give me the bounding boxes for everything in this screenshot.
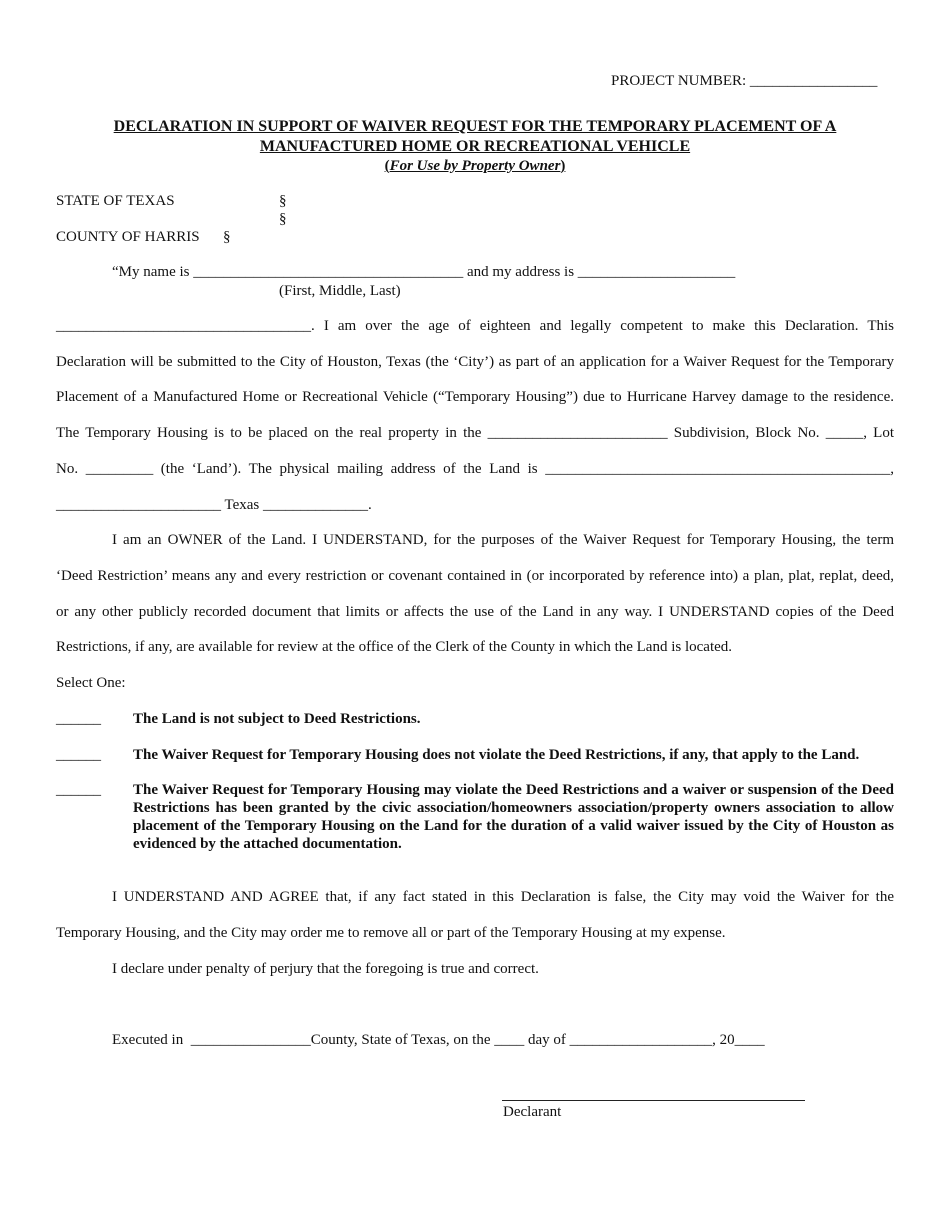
declaration-para-line-2: Declaration will be submitted to the City of Houston, Texas (the ‘City’) as part of an application for a Waiver Request for the Temporary [56,354,894,370]
option-1-blank[interactable]: ______ [56,711,101,727]
option-3-text: The Waiver Request for Temporary Housing may violate the Deed Restrictions and a waiver or suspension of the Deed Restrictions has been granted by the civic association/homeowners association/property owners association to allow placement of the Temporary Housing on the Land for the duration of a valid waiver issued by the City of Houston as evidenced by the attached documentation. [133,782,894,852]
section-sign-3: § [223,229,231,245]
perjury-statement: I declare under penalty of perjury that the foregoing is true and correct. [112,961,539,977]
declaration-para-line-3: Placement of a Manufactured Home or Recreational Vehicle (“Temporary Housing”) due to Hurricane Harvey damage to the residence. [56,389,894,405]
declaration-para-line-6: ______________________ Texas ______________. [56,497,372,513]
county-of-harris: COUNTY OF HARRIS [56,229,200,245]
option-2-blank[interactable]: ______ [56,747,101,763]
option-1-text: The Land is not subject to Deed Restrictions. [133,711,421,727]
subtitle-open-paren: ( [384,158,390,174]
document-title-line-1: DECLARATION IN SUPPORT OF WAIVER REQUEST FOR THE TEMPORARY PLACEMENT OF A [113,118,837,135]
subtitle-text: For Use by Property Owner [389,158,561,174]
owner-para-line-2: ‘Deed Restriction’ means any and every restriction or covenant contained in (or incorporated by reference into) a plan, plat, replat, deed, [56,568,894,584]
declaration-para-line-5: No. _________ (the ‘Land’). The physical mailing address of the Land is ______________________________________________, [56,461,894,477]
owner-para-line-4: Restrictions, if any, are available for review at the office of the Clerk of the County in which the Land is located. [56,639,733,655]
agree-para-line-2: Temporary Housing, and the City may order me to remove all or part of the Temporary Housing at my expense. [56,925,726,941]
document-subtitle [0,157,950,175]
declarant-label: Declarant [503,1104,562,1120]
owner-para-line-1: I am an OWNER of the Land. I UNDERSTAND, for the purposes of the Waiver Request for Temporary Housing, the term [112,532,894,548]
name-address-line[interactable]: “My name is ____________________________________ and my address is _____________________ [112,264,736,280]
agree-para-line-1: I UNDERSTAND AND AGREE that, if any fact stated in this Declaration is false, the City may void the Waiver for the [112,889,894,905]
option-3-blank[interactable]: ______ [56,782,101,798]
declaration-para-line-1: __________________________________. I am over the age of eighteen and legally competent to make this Declaration. This [56,318,894,334]
name-caption: (First, Middle, Last) [279,283,401,299]
document-title-line-2: MANUFACTURED HOME OR RECREATIONAL VEHICLE [259,138,691,155]
executed-in-line[interactable]: Executed in ________________County, State of Texas, on the ____ day of ___________________, 20____ [112,1032,765,1048]
subtitle-close-paren: ) [560,158,566,174]
section-sign-2: § [279,211,287,227]
signature-line[interactable] [502,1100,805,1101]
owner-para-line-3: or any other publicly recorded document that limits or affects the use of the Land in any way. I UNDERSTAND copies of the Deed [56,604,894,620]
state-of-texas: STATE OF TEXAS [56,193,175,209]
select-one-label: Select One: [56,675,126,691]
option-2-text: The Waiver Request for Temporary Housing does not violate the Deed Restrictions, if any, that apply to the Land. [133,747,860,763]
declaration-para-line-4: The Temporary Housing is to be placed on the real property in the ________________________ Subdivision, Block No. _____, Lot [56,425,894,441]
section-sign-1: § [279,193,287,209]
project-number-field[interactable]: PROJECT NUMBER: _________________ [611,73,878,89]
